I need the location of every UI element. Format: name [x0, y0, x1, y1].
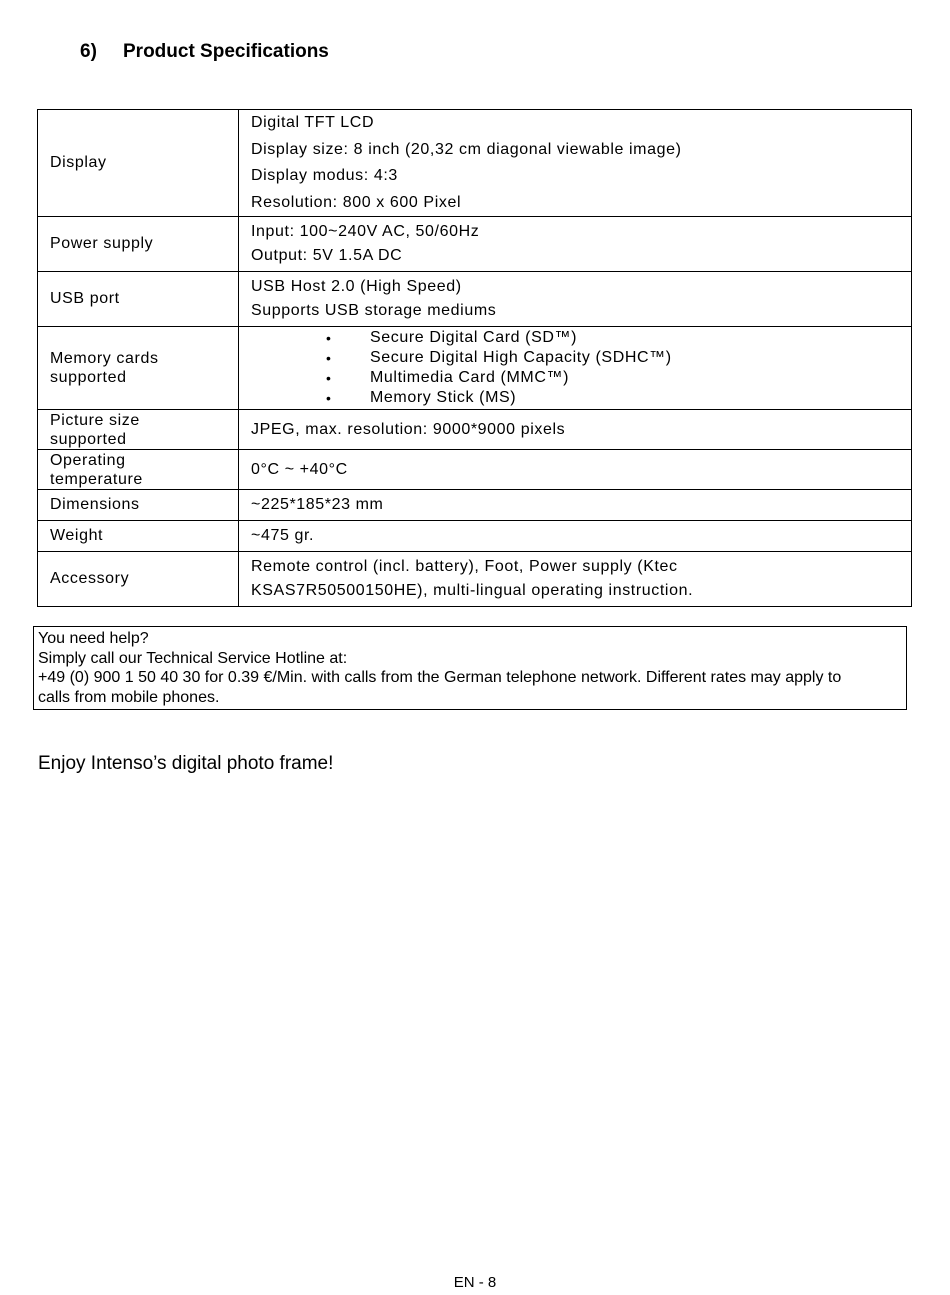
- memory-card-mmc: Multimedia Card (MMC™): [370, 369, 569, 386]
- section-heading: [80, 41, 329, 63]
- list-item: [326, 368, 899, 388]
- spec-value-picture: JPEG, max. resolution: 9000*9000 pixels: [239, 410, 912, 450]
- memory-card-sd: Secure Digital Card (SD™): [370, 329, 578, 346]
- page-number: EN - 8: [453, 1274, 497, 1291]
- temperature-label-line-1: Operating: [50, 451, 126, 469]
- table-row: [38, 490, 912, 521]
- memory-card-sdhc: Secure Digital High Capacity (SDHC™): [370, 349, 672, 366]
- list-item: [326, 348, 899, 368]
- spec-label-picture: [38, 410, 239, 450]
- spec-label-usb: USB port: [38, 272, 239, 327]
- help-line-2: Simply call our Technical Service Hotline at:: [38, 649, 348, 667]
- spec-value-display: [239, 110, 912, 217]
- help-line-1: You need help?: [38, 630, 149, 647]
- display-size: Display size: 8 inch (20,32 cm diagonal viewable image): [251, 140, 682, 158]
- list-item: [326, 388, 899, 408]
- picture-label-line-1: Picture size: [50, 411, 140, 429]
- memory-label-line-2: supported: [50, 369, 127, 386]
- table-row: [38, 272, 912, 327]
- accessory-line-1: Remote control (incl. battery), Foot, Power supply (Ktec: [251, 558, 678, 575]
- spec-value-usb: [239, 272, 912, 327]
- help-box: [33, 626, 907, 710]
- power-input: Input: 100~240V AC, 50/60Hz: [251, 223, 480, 240]
- table-row: [38, 521, 912, 552]
- usb-host: USB Host 2.0 (High Speed): [251, 278, 462, 295]
- spec-value-memory: [239, 327, 912, 410]
- spec-value-power: [239, 217, 912, 272]
- bullet-icon: •: [326, 370, 332, 386]
- display-type: Digital TFT LCD: [251, 114, 375, 131]
- bullet-icon: •: [326, 330, 332, 346]
- bullet-icon: •: [326, 390, 332, 406]
- spec-label-accessory: Accessory: [38, 552, 239, 607]
- accessory-line-2: KSAS7R50500150HE), multi-lingual operating instruction.: [251, 582, 694, 599]
- memory-label-line-1: Memory cards: [50, 350, 159, 367]
- picture-label-line-2: supported: [50, 430, 127, 448]
- spec-label-dimensions: Dimensions: [38, 490, 239, 521]
- specifications-table: [37, 109, 912, 607]
- memory-card-list: [251, 328, 899, 408]
- temperature-label-line-2: temperature: [50, 470, 143, 488]
- spec-label-display: Display: [38, 110, 239, 217]
- table-row: [38, 110, 912, 217]
- help-line-4: calls from mobile phones.: [38, 688, 220, 706]
- list-item: [326, 328, 899, 348]
- spec-label-memory: [38, 327, 239, 410]
- section-number: 6): [80, 41, 97, 62]
- usb-storage: Supports USB storage mediums: [251, 302, 497, 319]
- help-hotline: +49 (0) 900 1 50 40 30 for 0.39 €/Min. with calls from the German telephone network. Different rates may apply to: [38, 669, 842, 686]
- display-modus: Display modus: 4:3: [251, 167, 398, 184]
- bullet-icon: •: [326, 350, 332, 366]
- spec-label-temperature: [38, 450, 239, 490]
- spec-value-temperature: 0°C ~ +40°C: [239, 450, 912, 490]
- spec-label-power: Power supply: [38, 217, 239, 272]
- table-row: [38, 327, 912, 410]
- display-resolution: Resolution: 800 x 600 Pixel: [251, 193, 462, 211]
- spec-value-accessory: [239, 552, 912, 607]
- table-row: [38, 450, 912, 490]
- memory-card-ms: Memory Stick (MS): [370, 389, 517, 406]
- spec-value-weight: ~475 gr.: [239, 521, 912, 552]
- table-row: [38, 552, 912, 607]
- power-output: Output: 5V 1.5A DC: [251, 247, 403, 264]
- spec-label-weight: Weight: [38, 521, 239, 552]
- section-title: Product Specifications: [123, 41, 329, 62]
- spec-value-dimensions: ~225*185*23 mm: [239, 490, 912, 521]
- table-row: [38, 217, 912, 272]
- closing-text: Enjoy Intenso’s digital photo frame!: [38, 753, 334, 774]
- table-row: [38, 410, 912, 450]
